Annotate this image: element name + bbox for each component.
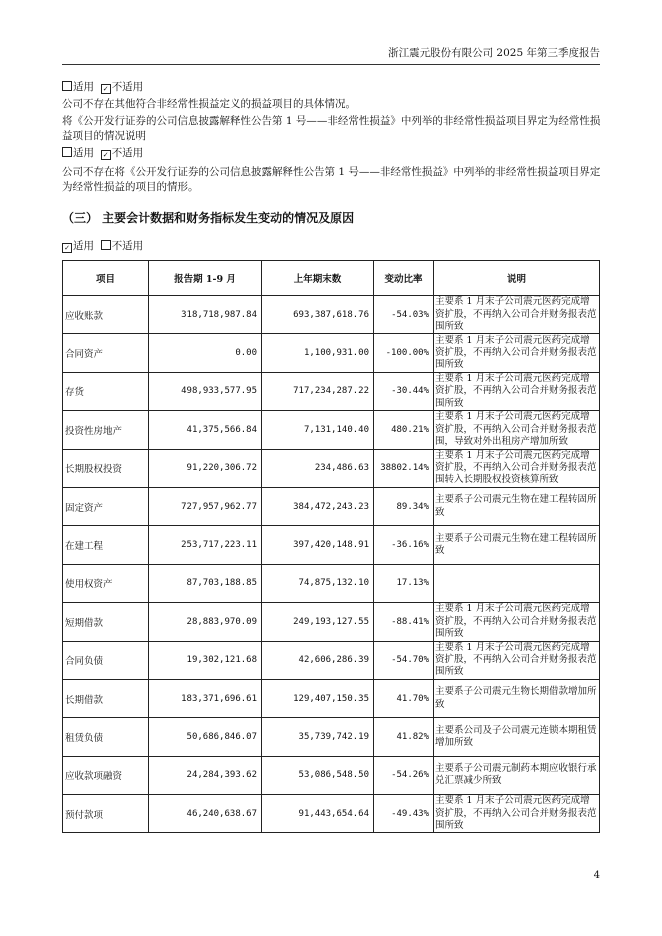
current-value-cell: 0.00 (149, 334, 262, 372)
applicability-row-2 (62, 146, 602, 161)
explanation-cell: 主要系 1 月末子公司震元医药完成增资扩股，不再纳入公司合并财务报表范围转入长期股权投资核算所致 (434, 449, 600, 487)
item-name-cell: 存货 (63, 372, 149, 410)
current-value-cell: 28,883,970.09 (149, 603, 262, 641)
prior-value-cell: 7,131,140.40 (262, 411, 374, 449)
column-header: 上年期末数 (262, 261, 374, 296)
applicability-row-3 (62, 239, 602, 254)
unchecked-box-icon (101, 240, 111, 250)
table-row (63, 679, 600, 717)
explanation-cell: 主要系 1 月末子公司震元医药完成增资扩股，不再纳入公司合并财务报表范围，导致对外出租房产增加所致 (434, 411, 600, 449)
header-divider (62, 64, 600, 65)
applicability-row-1 (62, 80, 602, 95)
prior-value-cell: 53,086,548.50 (262, 756, 374, 794)
table-row (63, 795, 600, 833)
item-name-cell: 租赁负债 (63, 718, 149, 756)
current-value-cell: 91,220,306.72 (149, 449, 262, 487)
option-label: 适用 (73, 240, 94, 252)
item-name-cell: 合同负债 (63, 641, 149, 679)
change-ratio-cell: 41.82% (374, 718, 434, 756)
prior-value-cell: 35,739,742.19 (262, 718, 374, 756)
table-row (63, 564, 600, 602)
table-row (63, 718, 600, 756)
prior-value-cell: 1,100,931.00 (262, 334, 374, 372)
table-row (63, 756, 600, 794)
prior-value-cell: 129,407,150.35 (262, 679, 374, 717)
current-value-cell: 19,302,121.68 (149, 641, 262, 679)
section-title: （三） 主要会计数据和财务指标发生变动的情况及原因 (62, 211, 355, 225)
item-name-cell: 长期股权投资 (63, 449, 149, 487)
explanation-cell: 主要系 1 月末子公司震元医药完成增资扩股，不再纳入公司合并财务报表范围所致 (434, 795, 600, 833)
item-name-cell: 合同资产 (63, 334, 149, 372)
prior-value-cell: 74,875,132.10 (262, 564, 374, 602)
table-row (63, 334, 600, 372)
change-ratio-cell: 41.70% (374, 679, 434, 717)
explanation-cell: 主要系 1 月末子公司震元医药完成增资扩股，不再纳入公司合并财务报表范围所致 (434, 334, 600, 372)
item-name-cell: 投资性房地产 (63, 411, 149, 449)
checked-box-icon: ✓ (62, 243, 72, 253)
change-ratio-cell: 480.21% (374, 411, 434, 449)
option-label: 适用 (73, 81, 94, 93)
explanation-cell: 主要系 1 月末子公司震元医药完成增资扩股，不再纳入公司合并财务报表范围所致 (434, 603, 600, 641)
option-label: 不适用 (111, 240, 144, 252)
item-name-cell: 固定资产 (63, 487, 149, 525)
checked-box-icon: ✓ (101, 84, 111, 94)
change-ratio-cell: -88.41% (374, 603, 434, 641)
change-ratio-cell: -54.70% (374, 641, 434, 679)
item-name-cell: 预付款项 (63, 795, 149, 833)
option-label: 适用 (73, 147, 94, 159)
change-ratio-cell: 17.13% (374, 564, 434, 602)
current-value-cell: 41,375,566.84 (149, 411, 262, 449)
prior-value-cell: 397,420,148.91 (262, 526, 374, 564)
item-name-cell: 应收款项融资 (63, 756, 149, 794)
current-value-cell: 24,284,393.62 (149, 756, 262, 794)
prior-value-cell: 384,472,243.23 (262, 487, 374, 525)
change-ratio-cell: -36.16% (374, 526, 434, 564)
item-name-cell: 短期借款 (63, 603, 149, 641)
current-value-cell: 498,933,577.95 (149, 372, 262, 410)
table-row (63, 526, 600, 564)
unchecked-box-icon (62, 81, 72, 91)
change-ratio-cell: -49.43% (374, 795, 434, 833)
column-header: 项目 (63, 261, 149, 296)
current-value-cell: 50,686,846.07 (149, 718, 262, 756)
explanation-cell (434, 564, 600, 602)
explanation-cell: 主要系子公司震元生物长期借款增加所致 (434, 679, 600, 717)
explanation-cell: 主要系公司及子公司震元连锁本期租赁增加所致 (434, 718, 600, 756)
checked-box-icon: ✓ (101, 150, 111, 160)
unchecked-box-icon (62, 147, 72, 157)
change-ratio-cell: 89.34% (374, 487, 434, 525)
prior-value-cell: 91,443,654.64 (262, 795, 374, 833)
explanation-cell: 主要系 1 月末子公司震元医药完成增资扩股，不再纳入公司合并财务报表范围所致 (434, 641, 600, 679)
current-value-cell: 727,957,962.77 (149, 487, 262, 525)
page-header: 浙江震元股份有限公司 2025 年第三季度报告 (388, 47, 600, 59)
current-value-cell: 318,718,987.84 (149, 296, 262, 334)
financial-changes-table (62, 260, 600, 833)
paragraph: 公司不存在其他符合非经常性损益定义的损益项目的具体情况。 (62, 98, 356, 110)
table-header-row (63, 261, 600, 296)
change-ratio-cell: 38802.14% (374, 449, 434, 487)
current-value-cell: 183,371,696.61 (149, 679, 262, 717)
item-name-cell: 长期借款 (63, 679, 149, 717)
change-ratio-cell: -30.44% (374, 372, 434, 410)
table-row (63, 296, 600, 334)
change-ratio-cell: -100.00% (374, 334, 434, 372)
explanation-cell: 主要系子公司震元制药本期应收银行承兑汇票减少所致 (434, 756, 600, 794)
current-value-cell: 46,240,638.67 (149, 795, 262, 833)
table-row (63, 603, 600, 641)
explanation-cell: 主要系 1 月末子公司震元医药完成增资扩股，不再纳入公司合并财务报表范围所致 (434, 296, 600, 334)
table-row (63, 449, 600, 487)
item-name-cell: 使用权资产 (63, 564, 149, 602)
prior-value-cell: 42,606,286.39 (262, 641, 374, 679)
prior-value-cell: 717,234,287.22 (262, 372, 374, 410)
table-row (63, 487, 600, 525)
table-row (63, 641, 600, 679)
table-row (63, 372, 600, 410)
prior-value-cell: 249,193,127.55 (262, 603, 374, 641)
paragraph: 将《公开发行证券的公司信息披露解释性公告第 1 号——非经常性损益》中列举的非经常性损益项目界定为经常性损益项目的情况说明 (62, 115, 601, 142)
explanation-cell: 主要系子公司震元生物在建工程转固所致 (434, 526, 600, 564)
change-ratio-cell: -54.26% (374, 756, 434, 794)
explanation-cell: 主要系 1 月末子公司震元医药完成增资扩股，不再纳入公司合并财务报表范围所致 (434, 372, 600, 410)
column-header: 说明 (434, 261, 600, 296)
column-header: 报告期 1-9 月 (149, 261, 262, 296)
explanation-cell: 主要系子公司震元生物在建工程转固所致 (434, 487, 600, 525)
current-value-cell: 87,703,188.85 (149, 564, 262, 602)
item-name-cell: 在建工程 (63, 526, 149, 564)
prior-value-cell: 693,387,618.76 (262, 296, 374, 334)
option-label: 不适用 (111, 81, 144, 93)
paragraph: 公司不存在将《公开发行证券的公司信息披露解释性公告第 1 号——非经常性损益》中列举的非经常性损益项目界定为经常性损益的项目的情形。 (62, 166, 601, 193)
prior-value-cell: 234,486.63 (262, 449, 374, 487)
item-name-cell: 应收账款 (63, 296, 149, 334)
change-ratio-cell: -54.03% (374, 296, 434, 334)
current-value-cell: 253,717,223.11 (149, 526, 262, 564)
option-label: 不适用 (111, 147, 144, 159)
column-header: 变动比率 (374, 261, 434, 296)
table-row (63, 411, 600, 449)
page-number: 4 (593, 870, 600, 881)
